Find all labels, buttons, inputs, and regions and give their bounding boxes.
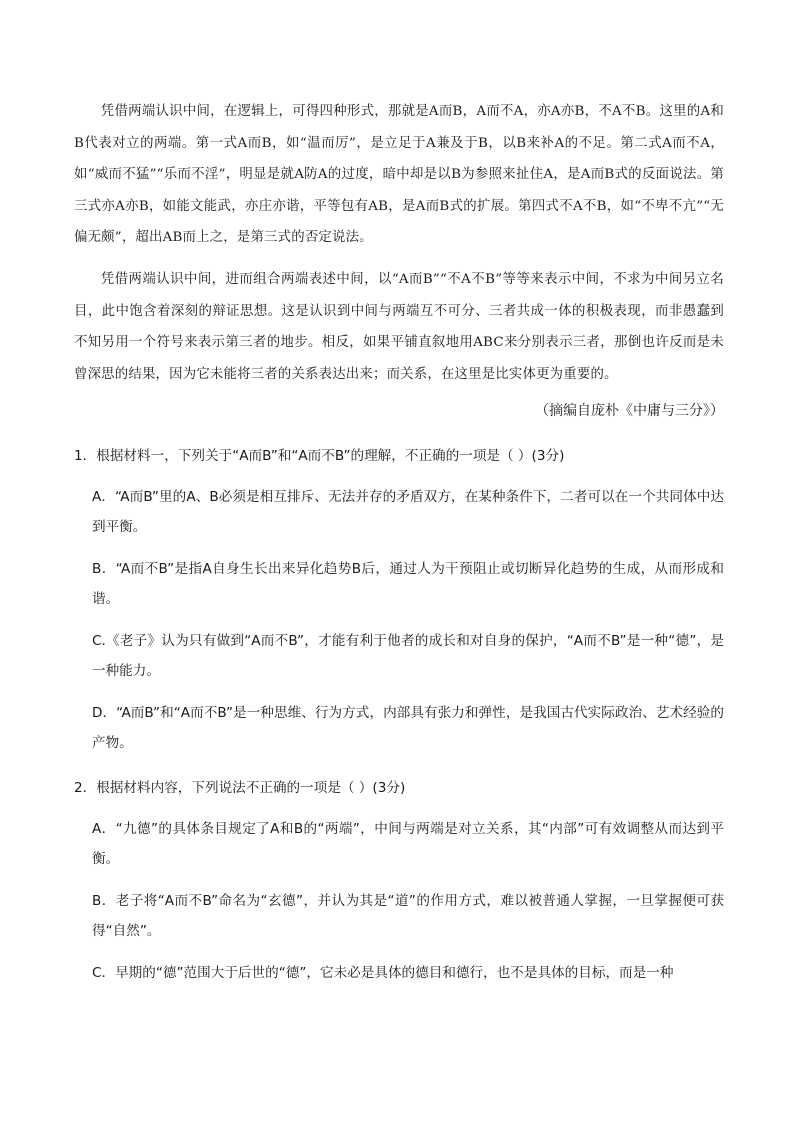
- option-d: D．“A而B”和“A而不B”是一种思维、行为方式，内部具有张力和弹性，是我国古代实际政治、艺术经验的产物。: [92, 705, 724, 752]
- option-a: A．“A而B”里的A、B必须是相互排斥、无法并存的矛盾双方，在某种条件下，二者可以在一个共同体中达到平衡。: [92, 489, 724, 536]
- option-c: C.《老子》认为只有做到“A而不B”，才能有利于他者的成长和对自身的保护，“A而不B”是一种“德”，是一种能力。: [92, 633, 724, 680]
- question-1: [74, 442, 724, 758]
- option-b: B．“A而不B”是指A自身生长出来异化趋势B后，通过人为干预阻止或切断异化趋势的生成，从而形成和谐。: [92, 561, 724, 608]
- document-page: [74, 96, 724, 988]
- passage-source: （摘编自庞朴《中庸与三分》）: [535, 403, 724, 420]
- option-b: B．老子将“A而不B”命名为“玄德”，并认为其是“道”的作用方式，难以被普通人掌握，一旦掌握便可获得“自然”。: [92, 893, 724, 940]
- question-stem: 2．根据材料内容，下列说法不正确的一项是（ ）(3分): [74, 780, 406, 797]
- option-c: C．早期的“德”范围大于后世的“德”，它未必是具体的德目和德行，也不是具体的目标，而是一种: [92, 965, 674, 982]
- question-2: [74, 774, 724, 988]
- question-stem: 1．根据材料一，下列关于“A而B”和“A而不B”的理解，不正确的一项是（ ）(3分): [74, 448, 565, 465]
- reading-passage: [74, 96, 724, 390]
- option-a: A．“九德”的具体条目规定了A和B的“两端”，中间与两端是对立关系，其“内部”可有效调整从而达到平衡。: [92, 821, 724, 868]
- passage-paragraph-2: 凭借两端认识中间，进而组合两端表述中间，以“A而B”“不A不B”等等来表示中间，不求为中间另立名目，此中饱含着深刻的辩证思想。这是认识到中间与两端互不可分、三者共成一体的积极表现，而非愚蠢到不知另用一个符号来表示第三者的地步。相反，如果平铺直叙地用ABC来分别表示三者，那倒也许反而是未曾深思的结果，因为它未能将三者的关系表达出来；而关系，在这里是比实体更为重要的。: [74, 271, 724, 382]
- passage-paragraph-1: 凭借两端认识中间，在逻辑上，可得四种形式，那就是A而B，A而不A，亦A亦B，不A不B。这里的A和B代表对立的两端。第一式A而B，如“温而厉”，是立足于A兼及于B，以B来补A的不足。第二式A而不A，如“威而不猛”“乐而不淫”，明显是就A防A的过度，暗中却是以B为参照来扯住A，是A而B式的反面说法。第三式亦A亦B，如能文能武，亦庄亦谐，平等包有AB，是A而B式的扩展。第四式不A不B，如“不卑不亢”“无偏无颇”，超出AB而上之，是第三式的否定说法。: [74, 104, 724, 246]
